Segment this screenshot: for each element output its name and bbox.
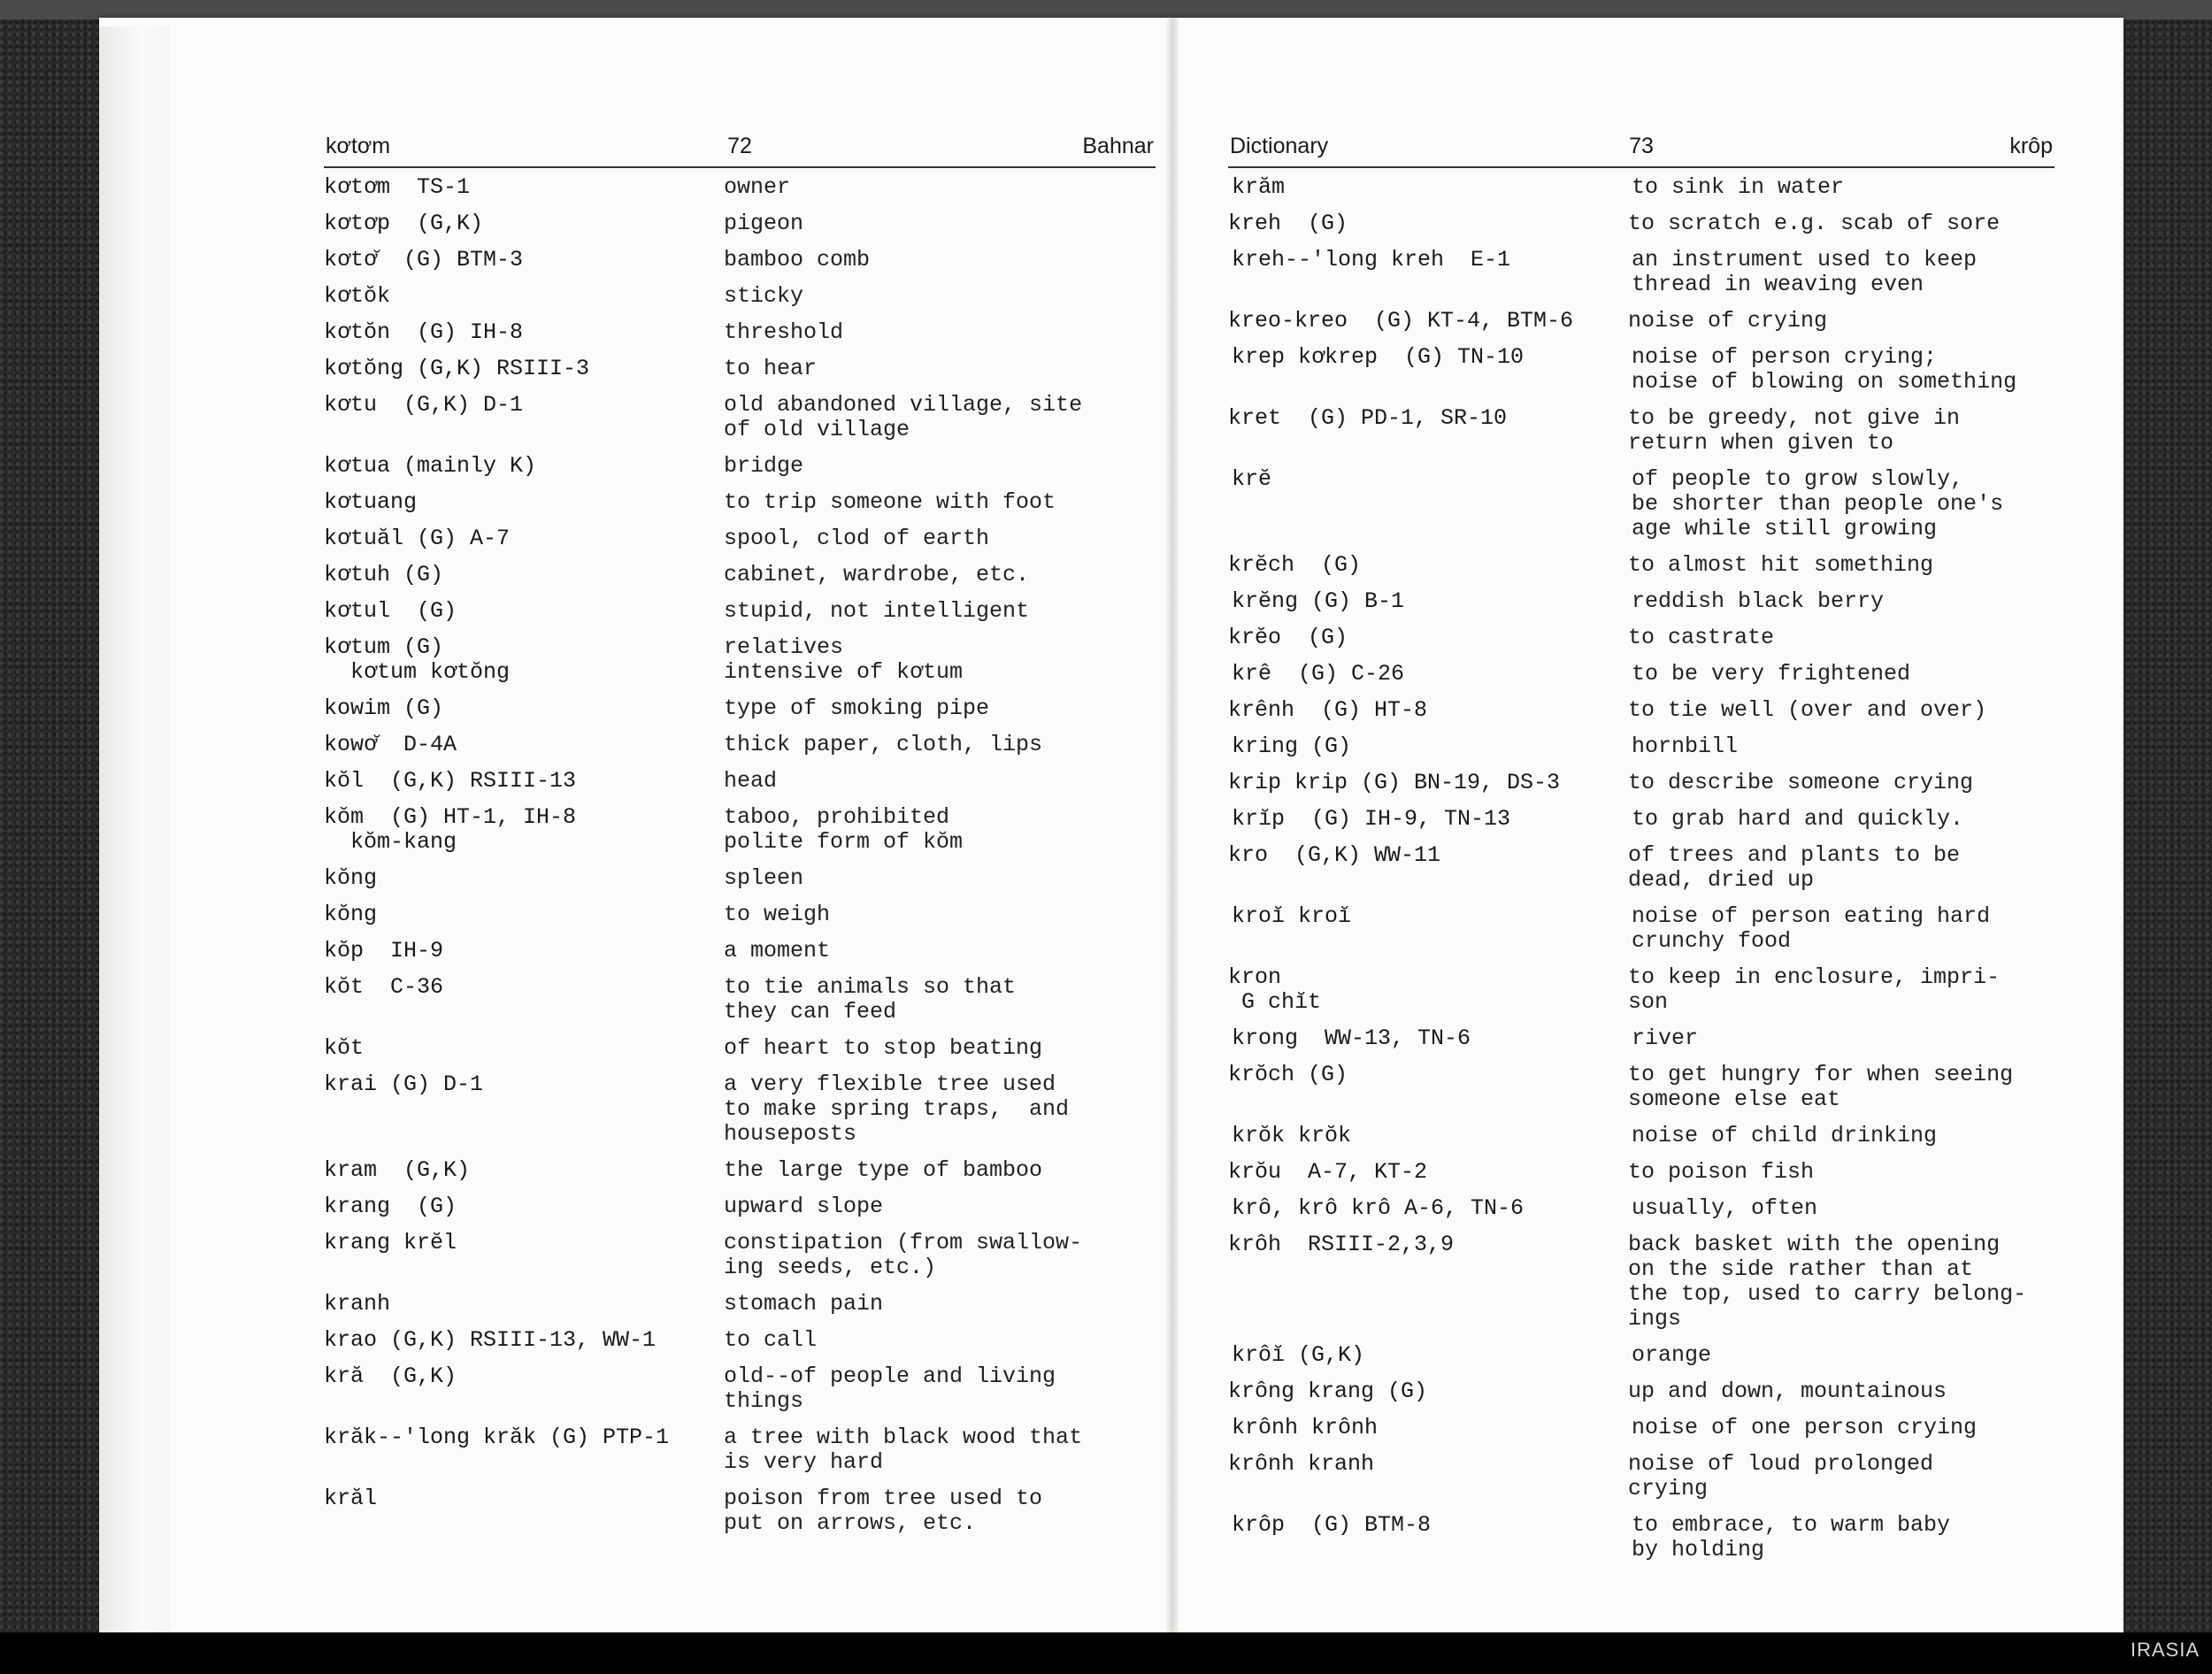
left-running-title: Bahnar bbox=[1082, 134, 1154, 158]
dictionary-entry bbox=[324, 454, 1156, 479]
dictionary-entry bbox=[324, 1072, 1156, 1147]
dictionary-entry bbox=[324, 357, 1156, 381]
entry-term: kret (G) PD-1, SR-10 bbox=[1228, 405, 1508, 431]
entry-definition: spool, clod of earth bbox=[724, 526, 990, 551]
entry-definition: relatives intensive of kơtum bbox=[724, 634, 964, 685]
entry-term: kowơ̆ D-4A bbox=[324, 732, 457, 757]
entry-term: krônh krônh bbox=[1232, 1415, 1379, 1440]
dictionary-entry bbox=[324, 1231, 1156, 1280]
entry-definition: up and down, mountainous bbox=[1628, 1378, 1947, 1404]
dictionary-entry bbox=[324, 211, 1156, 236]
entry-definition: bamboo comb bbox=[724, 247, 871, 273]
dictionary-entry bbox=[324, 902, 1156, 927]
entry-definition: noise of child drinking bbox=[1632, 1123, 1938, 1148]
entry-definition: to hear bbox=[724, 356, 818, 381]
dictionary-entry bbox=[1228, 1232, 2055, 1332]
entry-term: krăm bbox=[1232, 174, 1286, 200]
left-entry-list bbox=[324, 175, 1156, 1536]
entry-term: kŏng bbox=[324, 902, 378, 927]
dictionary-entry bbox=[324, 939, 1156, 964]
entry-term: kơtơ̆ (G) BTM-3 bbox=[324, 247, 524, 273]
dictionary-entry bbox=[324, 248, 1156, 273]
entry-definition: noise of loud prolonged crying bbox=[1628, 1451, 1934, 1501]
entry-definition: to get hungry for when seeing someone else eat bbox=[1628, 1062, 2014, 1112]
entry-term: krôĭ (G,K) bbox=[1232, 1342, 1365, 1368]
dictionary-entry bbox=[324, 1158, 1156, 1183]
dictionary-entry bbox=[324, 866, 1156, 891]
entry-definition: reddish black berry bbox=[1632, 588, 1885, 614]
entry-term: kơtul (G) bbox=[324, 598, 457, 624]
entry-definition: sticky bbox=[724, 283, 804, 309]
entry-term: kơtŏk bbox=[324, 283, 391, 309]
entry-definition: spleen bbox=[724, 865, 804, 891]
entry-term: kơtŏng (G,K) RSIII-3 bbox=[324, 356, 590, 381]
dictionary-entry bbox=[1228, 553, 2055, 578]
entry-definition: to poison fish bbox=[1628, 1159, 1815, 1185]
entry-definition: old abandoned village, site of old village bbox=[724, 392, 1083, 442]
entry-definition: of trees and plants to be dead, dried up bbox=[1628, 842, 1961, 893]
entry-definition: to grab hard and quickly. bbox=[1632, 806, 1964, 832]
dictionary-entry bbox=[324, 975, 1156, 1025]
entry-term: krăl bbox=[324, 1486, 378, 1511]
left-page-header bbox=[324, 124, 1156, 168]
entry-definition: noise of one person crying bbox=[1632, 1415, 1978, 1440]
entry-definition: to tie well (over and over) bbox=[1628, 697, 1987, 723]
entry-definition: of heart to stop beating bbox=[724, 1035, 1043, 1061]
dictionary-entry bbox=[324, 1364, 1156, 1414]
entry-term: krônh kranh bbox=[1228, 1451, 1375, 1477]
dictionary-entry bbox=[1228, 698, 2055, 723]
dictionary-entry bbox=[1232, 662, 2055, 687]
right-running-title: Dictionary bbox=[1230, 134, 1329, 158]
entry-term: krĕo (G) bbox=[1228, 625, 1348, 650]
left-guide-word: kơtơm bbox=[326, 134, 391, 158]
dictionary-entry bbox=[1232, 175, 2055, 200]
dictionary-entry bbox=[1228, 626, 2055, 650]
dictionary-entry bbox=[324, 1194, 1156, 1219]
entry-definition: poison from tree used to put on arrows, etc. bbox=[724, 1486, 1043, 1536]
entry-definition: to castrate bbox=[1628, 625, 1775, 650]
entry-definition: to call bbox=[724, 1327, 818, 1353]
entry-term: krai (G) D-1 bbox=[324, 1071, 484, 1097]
entry-term: kranh bbox=[324, 1291, 391, 1317]
entry-term: kơtuh (G) bbox=[324, 562, 444, 587]
entry-definition: usually, often bbox=[1632, 1195, 1818, 1221]
dictionary-entry bbox=[324, 1036, 1156, 1061]
entry-term: kroĭ kroĭ bbox=[1232, 903, 1352, 929]
entry-term: kră (G,K) bbox=[324, 1363, 457, 1389]
dictionary-entry bbox=[1228, 309, 2055, 334]
entry-definition: noise of person crying; noise of blowing on something bbox=[1632, 344, 2017, 395]
entry-definition: hornbill bbox=[1632, 733, 1739, 759]
dictionary-entry bbox=[1232, 1124, 2055, 1148]
watermark: IRASIA bbox=[2130, 1639, 2200, 1661]
entry-term: kŏp IH-9 bbox=[324, 938, 444, 964]
dictionary-entry bbox=[324, 769, 1156, 794]
entry-definition: pigeon bbox=[724, 211, 804, 236]
entry-definition: taboo, prohibited polite form of kŏm bbox=[724, 804, 964, 855]
dictionary-entry bbox=[324, 284, 1156, 309]
entry-term: kro (G,K) WW-11 bbox=[1228, 842, 1441, 868]
dictionary-entry bbox=[324, 1425, 1156, 1475]
entry-term: krong WW-13, TN-6 bbox=[1232, 1025, 1471, 1051]
entry-definition: to sink in water bbox=[1632, 174, 1845, 200]
entry-definition: of people to grow slowly, be shorter than people one's age while still growing bbox=[1632, 466, 2004, 541]
dictionary-entry bbox=[324, 805, 1156, 855]
entry-definition: to almost hit something bbox=[1628, 552, 1934, 578]
entry-definition: an instrument used to keep thread in weaving even bbox=[1632, 247, 1978, 297]
entry-term: krao (G,K) RSIII-13, WW-1 bbox=[324, 1327, 657, 1353]
dictionary-entry bbox=[1232, 1196, 2055, 1221]
entry-term: kơtua (mainly K) bbox=[324, 453, 537, 479]
entry-term: kŏm (G) HT-1, IH-8 kŏm-kang bbox=[324, 804, 577, 855]
entry-definition: a tree with black wood that is very hard bbox=[724, 1424, 1083, 1475]
dictionary-entry bbox=[1232, 807, 2055, 832]
left-page bbox=[324, 124, 1156, 1547]
entry-definition: type of smoking pipe bbox=[724, 695, 990, 721]
entry-definition: to scratch e.g. scab of sore bbox=[1628, 211, 2001, 236]
entry-term: krôh RSIII-2,3,9 bbox=[1228, 1232, 1455, 1257]
entry-term: krông krang (G) bbox=[1228, 1378, 1428, 1404]
dictionary-entry bbox=[324, 1486, 1156, 1536]
entry-term: krăk--'long krăk (G) PTP-1 bbox=[324, 1424, 670, 1450]
left-page-number: 72 bbox=[727, 134, 752, 158]
right-entry-list bbox=[1228, 175, 2055, 1563]
dictionary-entry bbox=[1232, 1416, 2055, 1440]
book-gutter bbox=[1166, 18, 1179, 1633]
dictionary-entry bbox=[1228, 965, 2055, 1015]
entry-definition: noise of person eating hard crunchy food bbox=[1632, 903, 1991, 954]
dictionary-entry bbox=[1232, 1513, 2055, 1563]
entry-definition: owner bbox=[724, 174, 791, 200]
entry-term: krep kơkrep (G) TN-10 bbox=[1232, 344, 1525, 370]
entry-definition: stupid, not intelligent bbox=[724, 598, 1030, 624]
entry-definition: to be very frightened bbox=[1632, 661, 1911, 687]
entry-definition: orange bbox=[1632, 1342, 1712, 1368]
dictionary-entry bbox=[1228, 1063, 2055, 1112]
entry-term: kơtơp (G,K) bbox=[324, 211, 484, 236]
entry-term: krip krip (G) BN-19, DS-3 bbox=[1228, 770, 1561, 795]
entry-definition: a moment bbox=[724, 938, 831, 964]
entry-term: kŏt C-36 bbox=[324, 974, 444, 1000]
entry-term: kŏng bbox=[324, 865, 378, 891]
entry-term: krŏch (G) bbox=[1228, 1062, 1348, 1087]
entry-definition: head bbox=[724, 768, 778, 794]
entry-term: kring (G) bbox=[1232, 733, 1352, 759]
entry-definition: river bbox=[1632, 1025, 1699, 1051]
entry-term: kowim (G) bbox=[324, 695, 444, 721]
scan-top-band bbox=[0, 0, 2212, 19]
entry-definition: upward slope bbox=[724, 1194, 884, 1219]
scan-bottom-band bbox=[0, 1632, 2212, 1674]
right-page bbox=[1228, 124, 2055, 1574]
dictionary-entry bbox=[1232, 345, 2055, 395]
page-edge-stack bbox=[99, 27, 170, 1633]
entry-definition: stomach pain bbox=[724, 1291, 884, 1317]
entry-definition: to keep in enclosure, impri- son bbox=[1628, 964, 2001, 1015]
entry-term: kơtơm TS-1 bbox=[324, 174, 471, 200]
entry-definition: the large type of bamboo bbox=[724, 1157, 1043, 1183]
entry-definition: thick paper, cloth, lips bbox=[724, 732, 1043, 757]
entry-term: kreo-kreo (G) KT-4, BTM-6 bbox=[1228, 308, 1574, 334]
dictionary-entry bbox=[1228, 843, 2055, 893]
entry-term: krĕ bbox=[1232, 466, 1272, 492]
entry-term: kreh (G) bbox=[1228, 211, 1348, 236]
entry-definition: to describe someone crying bbox=[1628, 770, 1974, 795]
entry-definition: to weigh bbox=[724, 902, 831, 927]
entry-definition: old--of people and living things bbox=[724, 1363, 1056, 1414]
entry-definition: noise of crying bbox=[1628, 308, 1828, 334]
dictionary-entry bbox=[1228, 211, 2055, 236]
entry-definition: to tie animals so that they can feed bbox=[724, 974, 1017, 1025]
entry-definition: a very flexible tree used to make spring traps, and houseposts bbox=[724, 1071, 1070, 1147]
entry-term: krôp (G) BTM-8 bbox=[1232, 1512, 1432, 1538]
dictionary-entry bbox=[1228, 1160, 2055, 1185]
entry-term: kơtuăl (G) A-7 bbox=[324, 526, 511, 551]
dictionary-entry bbox=[1228, 1452, 2055, 1501]
dictionary-entry bbox=[1232, 904, 2055, 954]
dictionary-entry bbox=[1228, 771, 2055, 795]
entry-term: kơtu (G,K) D-1 bbox=[324, 392, 524, 418]
entry-term: krĭp (G) IH-9, TN-13 bbox=[1232, 806, 1511, 832]
dictionary-entry bbox=[324, 1292, 1156, 1317]
right-page-number: 73 bbox=[1629, 134, 1654, 158]
entry-term: krŏu A-7, KT-2 bbox=[1228, 1159, 1428, 1185]
dictionary-entry bbox=[1228, 1379, 2055, 1404]
dictionary-entry bbox=[324, 320, 1156, 345]
dictionary-entry bbox=[1232, 467, 2055, 541]
dictionary-entry bbox=[324, 490, 1156, 515]
entry-term: krang krĕl bbox=[324, 1230, 457, 1256]
dictionary-entry bbox=[324, 696, 1156, 721]
entry-term: kơtuang bbox=[324, 489, 418, 515]
entry-term: kreh--'long kreh E-1 bbox=[1232, 247, 1511, 273]
entry-definition: to embrace, to warm baby by holding bbox=[1632, 1512, 1951, 1563]
dictionary-entry bbox=[324, 635, 1156, 685]
dictionary-entry bbox=[1232, 734, 2055, 759]
entry-definition: cabinet, wardrobe, etc. bbox=[724, 562, 1030, 587]
entry-definition: constipation (from swallow- ing seeds, etc.) bbox=[724, 1230, 1083, 1280]
entry-definition: to trip someone with foot bbox=[724, 489, 1056, 515]
dictionary-entry bbox=[324, 1328, 1156, 1353]
entry-term: kron G chĭt bbox=[1228, 964, 1322, 1015]
dictionary-entry bbox=[324, 393, 1156, 442]
entry-term: krênh (G) HT-8 bbox=[1228, 697, 1428, 723]
dictionary-entry bbox=[1228, 406, 2055, 456]
entry-term: krô, krô krô A-6, TN-6 bbox=[1232, 1195, 1525, 1221]
dictionary-entry bbox=[324, 526, 1156, 551]
entry-term: krĕch (G) bbox=[1228, 552, 1362, 578]
dictionary-entry bbox=[324, 175, 1156, 200]
dictionary-entry bbox=[1232, 589, 2055, 614]
dictionary-entry bbox=[1232, 1026, 2055, 1051]
entry-definition: to be greedy, not give in return when given to bbox=[1628, 405, 1961, 456]
dictionary-entry bbox=[324, 599, 1156, 624]
entry-term: krŏk krŏk bbox=[1232, 1123, 1352, 1148]
dictionary-entry bbox=[324, 733, 1156, 757]
entry-term: kram (G,K) bbox=[324, 1157, 471, 1183]
entry-definition: back basket with the opening on the side rather than at the top, used to carry belong- ings bbox=[1628, 1232, 2027, 1332]
right-page-header bbox=[1228, 124, 2055, 168]
entry-term: kơtŏn (G) IH-8 bbox=[324, 319, 524, 345]
entry-term: krê (G) C-26 bbox=[1232, 661, 1405, 687]
entry-term: kŏt bbox=[324, 1035, 365, 1061]
entry-term: kơtum (G) kơtum kơtŏng bbox=[324, 634, 511, 685]
entry-term: krĕng (G) B-1 bbox=[1232, 588, 1405, 614]
right-guide-word: krôp bbox=[2009, 134, 2053, 158]
entry-term: kŏl (G,K) RSIII-13 bbox=[324, 768, 577, 794]
entry-term: krang (G) bbox=[324, 1194, 457, 1219]
dictionary-entry bbox=[1232, 1343, 2055, 1368]
dictionary-entry bbox=[324, 563, 1156, 587]
dictionary-entry bbox=[1232, 248, 2055, 297]
entry-definition: threshold bbox=[724, 319, 844, 345]
entry-definition: bridge bbox=[724, 453, 804, 479]
